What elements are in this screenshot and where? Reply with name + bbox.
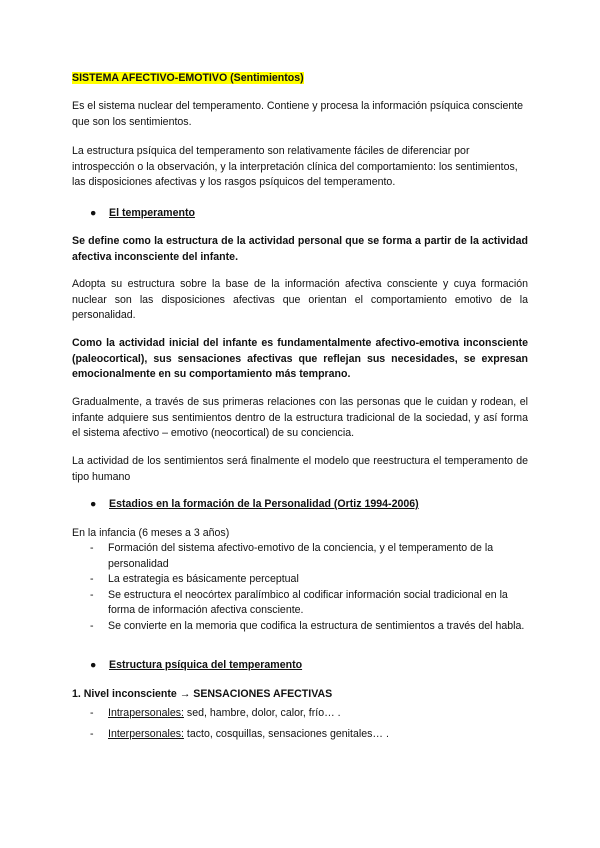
affective-sensations-list <box>72 706 528 742</box>
list-item-text: Se convierte en la memoria que codifica la estructura de sentimientos a través del habla. <box>108 619 525 632</box>
intro-paragraph: Es el sistema nuclear del temperamento. Contiene y procesa la información psíquica consciente que son los sentimientos. <box>72 100 524 128</box>
bullet-icon: ● <box>90 659 97 671</box>
list-item <box>72 727 528 743</box>
list-item-label: Interpersonales: <box>108 727 184 740</box>
section-heading-text: Estructura psíquica del temperamento <box>109 659 303 671</box>
list-item-text: Se estructura el neocórtex paralímbico al codificar información social tradicional en la forma de información afectiva consciente. <box>108 588 508 617</box>
structure-paragraph: La estructura psíquica del temperamento son relativamente fáciles de diferenciar por introspección o la observación, y la interpretación clínica del comportamiento: los sentimientos, las disposiciones afectivas y los rasgos psíquicos del temperamento. <box>72 145 518 189</box>
bullet-icon: ● <box>90 207 97 219</box>
dash-marker: - <box>90 727 94 740</box>
section-heading-text: Estadios en la formación de la Personalidad (Ortiz 1994-2006) <box>109 498 419 510</box>
dash-marker: - <box>90 588 94 601</box>
infancy-characteristics-list <box>72 541 528 635</box>
document-title: SISTEMA AFECTIVO-EMOTIVO (Sentimientos) <box>72 72 304 84</box>
level-heading: 1. Nivel inconsciente → SENSACIONES AFECTIVAS <box>72 688 333 700</box>
dash-marker: - <box>90 542 94 554</box>
gradual-paragraph: Gradualmente, a través de sus primeras relaciones con las personas que le cuidan y rodean, el infante adquiere sus sentimientos dentro de la estructura tradicional de la sociedad, y así forma el sistema afectivo – emotivo (neocortical) de su conciencia. <box>72 396 528 440</box>
dash-marker: - <box>90 619 94 632</box>
list-item-text: Formación del sistema afectivo-emotivo de la conciencia, y el temperamento de la personalidad <box>108 542 494 570</box>
list-item <box>72 706 528 722</box>
list-item <box>72 588 528 619</box>
list-item-text: tacto, cosquillas, sensaciones genitales… . <box>183 727 389 740</box>
list-item-text: La estrategia es básicamente perceptual <box>108 573 299 586</box>
bullet-icon: ● <box>90 498 97 510</box>
document-title-line <box>72 71 528 87</box>
feelings-activity-paragraph: La actividad de los sentimientos será finalmente el modelo que reestructura el temperamento de tipo humano <box>72 455 528 483</box>
list-item <box>72 541 528 572</box>
infant-activity-paragraph: Como la actividad inicial del infante es fundamentalmente afectivo-emotiva inconsciente (paleocortical), sus sensaciones afectivas que reflejan sus necesidades, se expresan emocionalmente en su comportamiento más temprano. <box>72 337 528 381</box>
dash-marker: - <box>90 573 94 586</box>
dash-marker: - <box>90 707 94 719</box>
section-heading-text: El temperamento <box>109 207 195 219</box>
list-item-label: Intrapersonales: <box>108 707 184 719</box>
list-item <box>72 619 528 635</box>
list-item-text: sed, hambre, dolor, calor, frío… . <box>183 707 341 719</box>
infancy-stage-label: En la infancia (6 meses a 3 años) <box>72 527 230 539</box>
structure-base-paragraph: Adopta su estructura sobre la base de la información afectiva consciente y cuya formación nuclear son las disposiciones afectivas que orientan el comportamiento emotivo de la personalidad. <box>72 278 528 322</box>
definition-paragraph: Se define como la estructura de la actividad personal que se forma a partir de la actividad afectiva inconsciente del infante. <box>72 235 528 263</box>
list-item <box>72 572 528 588</box>
